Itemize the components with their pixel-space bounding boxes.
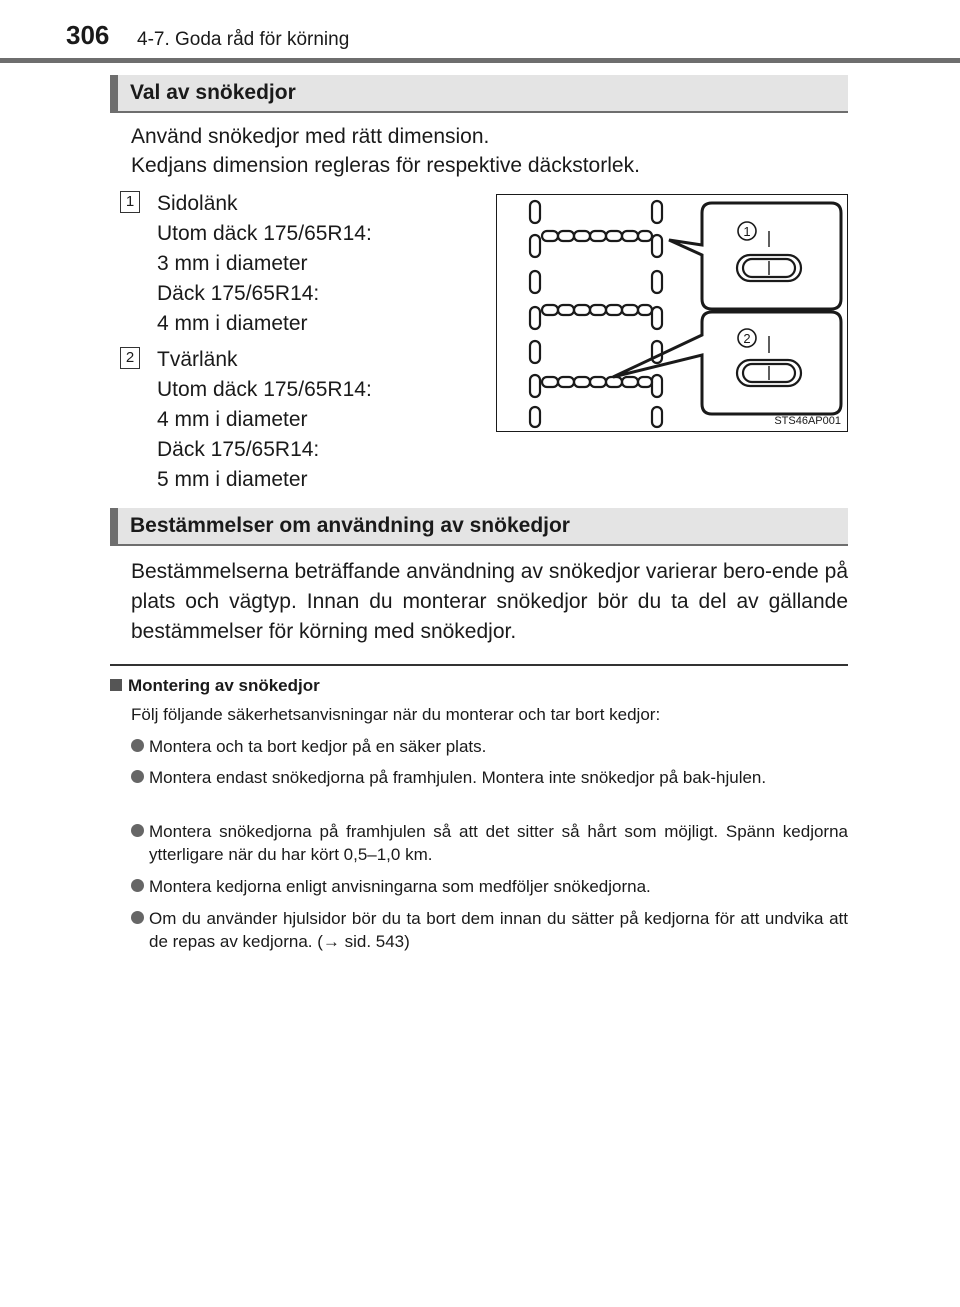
- bullet-icon: [131, 770, 144, 783]
- header-divider: [0, 58, 960, 63]
- chapter-title: 4-7. Goda råd för körning: [137, 29, 350, 50]
- cross-link-spec: [157, 345, 372, 495]
- list-item-text: Montera och ta bort kedjor på en säker plats.: [149, 737, 487, 756]
- bullet-icon: [131, 911, 144, 924]
- regulations-body: Bestämmelserna beträffande användning av snökedjor varierar bero-ende på plats och vägtyp. Innan du monterar snökedjor bör du ta del av gällande bestämmelser för körning med snökedjor.: [131, 560, 848, 643]
- list-item: [131, 907, 848, 953]
- intro-line-1: Använd snökedjor med rätt dimension.: [131, 125, 490, 148]
- snow-chain-illustration: [496, 194, 848, 432]
- list-item: [131, 875, 848, 898]
- spec-line: Däck 175/65R14:: [157, 438, 320, 461]
- callout-label-2: 2: [743, 331, 751, 346]
- section-divider: [110, 664, 848, 666]
- bullet-icon: [131, 739, 144, 752]
- figure-code: STS46AP001: [774, 415, 841, 427]
- item-number-badge: 2: [120, 347, 140, 369]
- section-header-regulations: Bestämmelser om användning av snökedjor: [110, 508, 848, 546]
- list-item-text: Montera snökedjorna på framhjulen så att det sitter så hårt som möjligt. Spänn kedjorna ytterligare när du har kört 0,5–1,0 km.: [149, 822, 848, 864]
- callout-label-1: 1: [743, 224, 751, 239]
- list-item: [131, 735, 848, 758]
- page-number: 306: [66, 20, 110, 50]
- list-item: [131, 766, 848, 789]
- spec-line: 5 mm i diameter: [157, 468, 308, 491]
- spec-line: 4 mm i diameter: [157, 408, 308, 431]
- spec-line: Utom däck 175/65R14:: [157, 222, 372, 245]
- spec-line: Däck 175/65R14:: [157, 282, 320, 305]
- bullet-icon: [131, 824, 144, 837]
- list-item-text: Montera kedjorna enligt anvisningarna som medföljer snökedjorna.: [149, 877, 651, 896]
- list-item: [131, 820, 848, 866]
- mounting-title: Montering av snökedjor: [128, 676, 320, 695]
- square-bullet-icon: [110, 679, 122, 691]
- spec-line: Tvärlänk: [157, 348, 238, 371]
- bullet-icon: [131, 879, 144, 892]
- spec-line: Sidolänk: [157, 192, 238, 215]
- mounting-heading: [110, 676, 320, 696]
- side-link-spec: [157, 189, 372, 339]
- mounting-intro: Följ följande säkerhetsanvisningar när du monterar och tar bort kedjor:: [131, 705, 661, 724]
- spec-line: 4 mm i diameter: [157, 312, 308, 335]
- intro-line-2: Kedjans dimension regleras för respektive däckstorlek.: [131, 154, 640, 177]
- list-item-text: Montera endast snökedjorna på framhjulen. Montera inte snökedjor på bak-hjulen.: [149, 768, 767, 787]
- spec-line: 3 mm i diameter: [157, 252, 308, 275]
- chain-diagram: [497, 195, 846, 430]
- list-item-text: Om du använder hjulsidor bör du ta bort dem innan du sätter på kedjorna för att undvika att de repas av kedjorna. (→ sid. 543): [149, 909, 848, 951]
- spec-line: Utom däck 175/65R14:: [157, 378, 372, 401]
- item-number-badge: 1: [120, 191, 140, 213]
- section-header-chain-selection: Val av snökedjor: [110, 75, 848, 113]
